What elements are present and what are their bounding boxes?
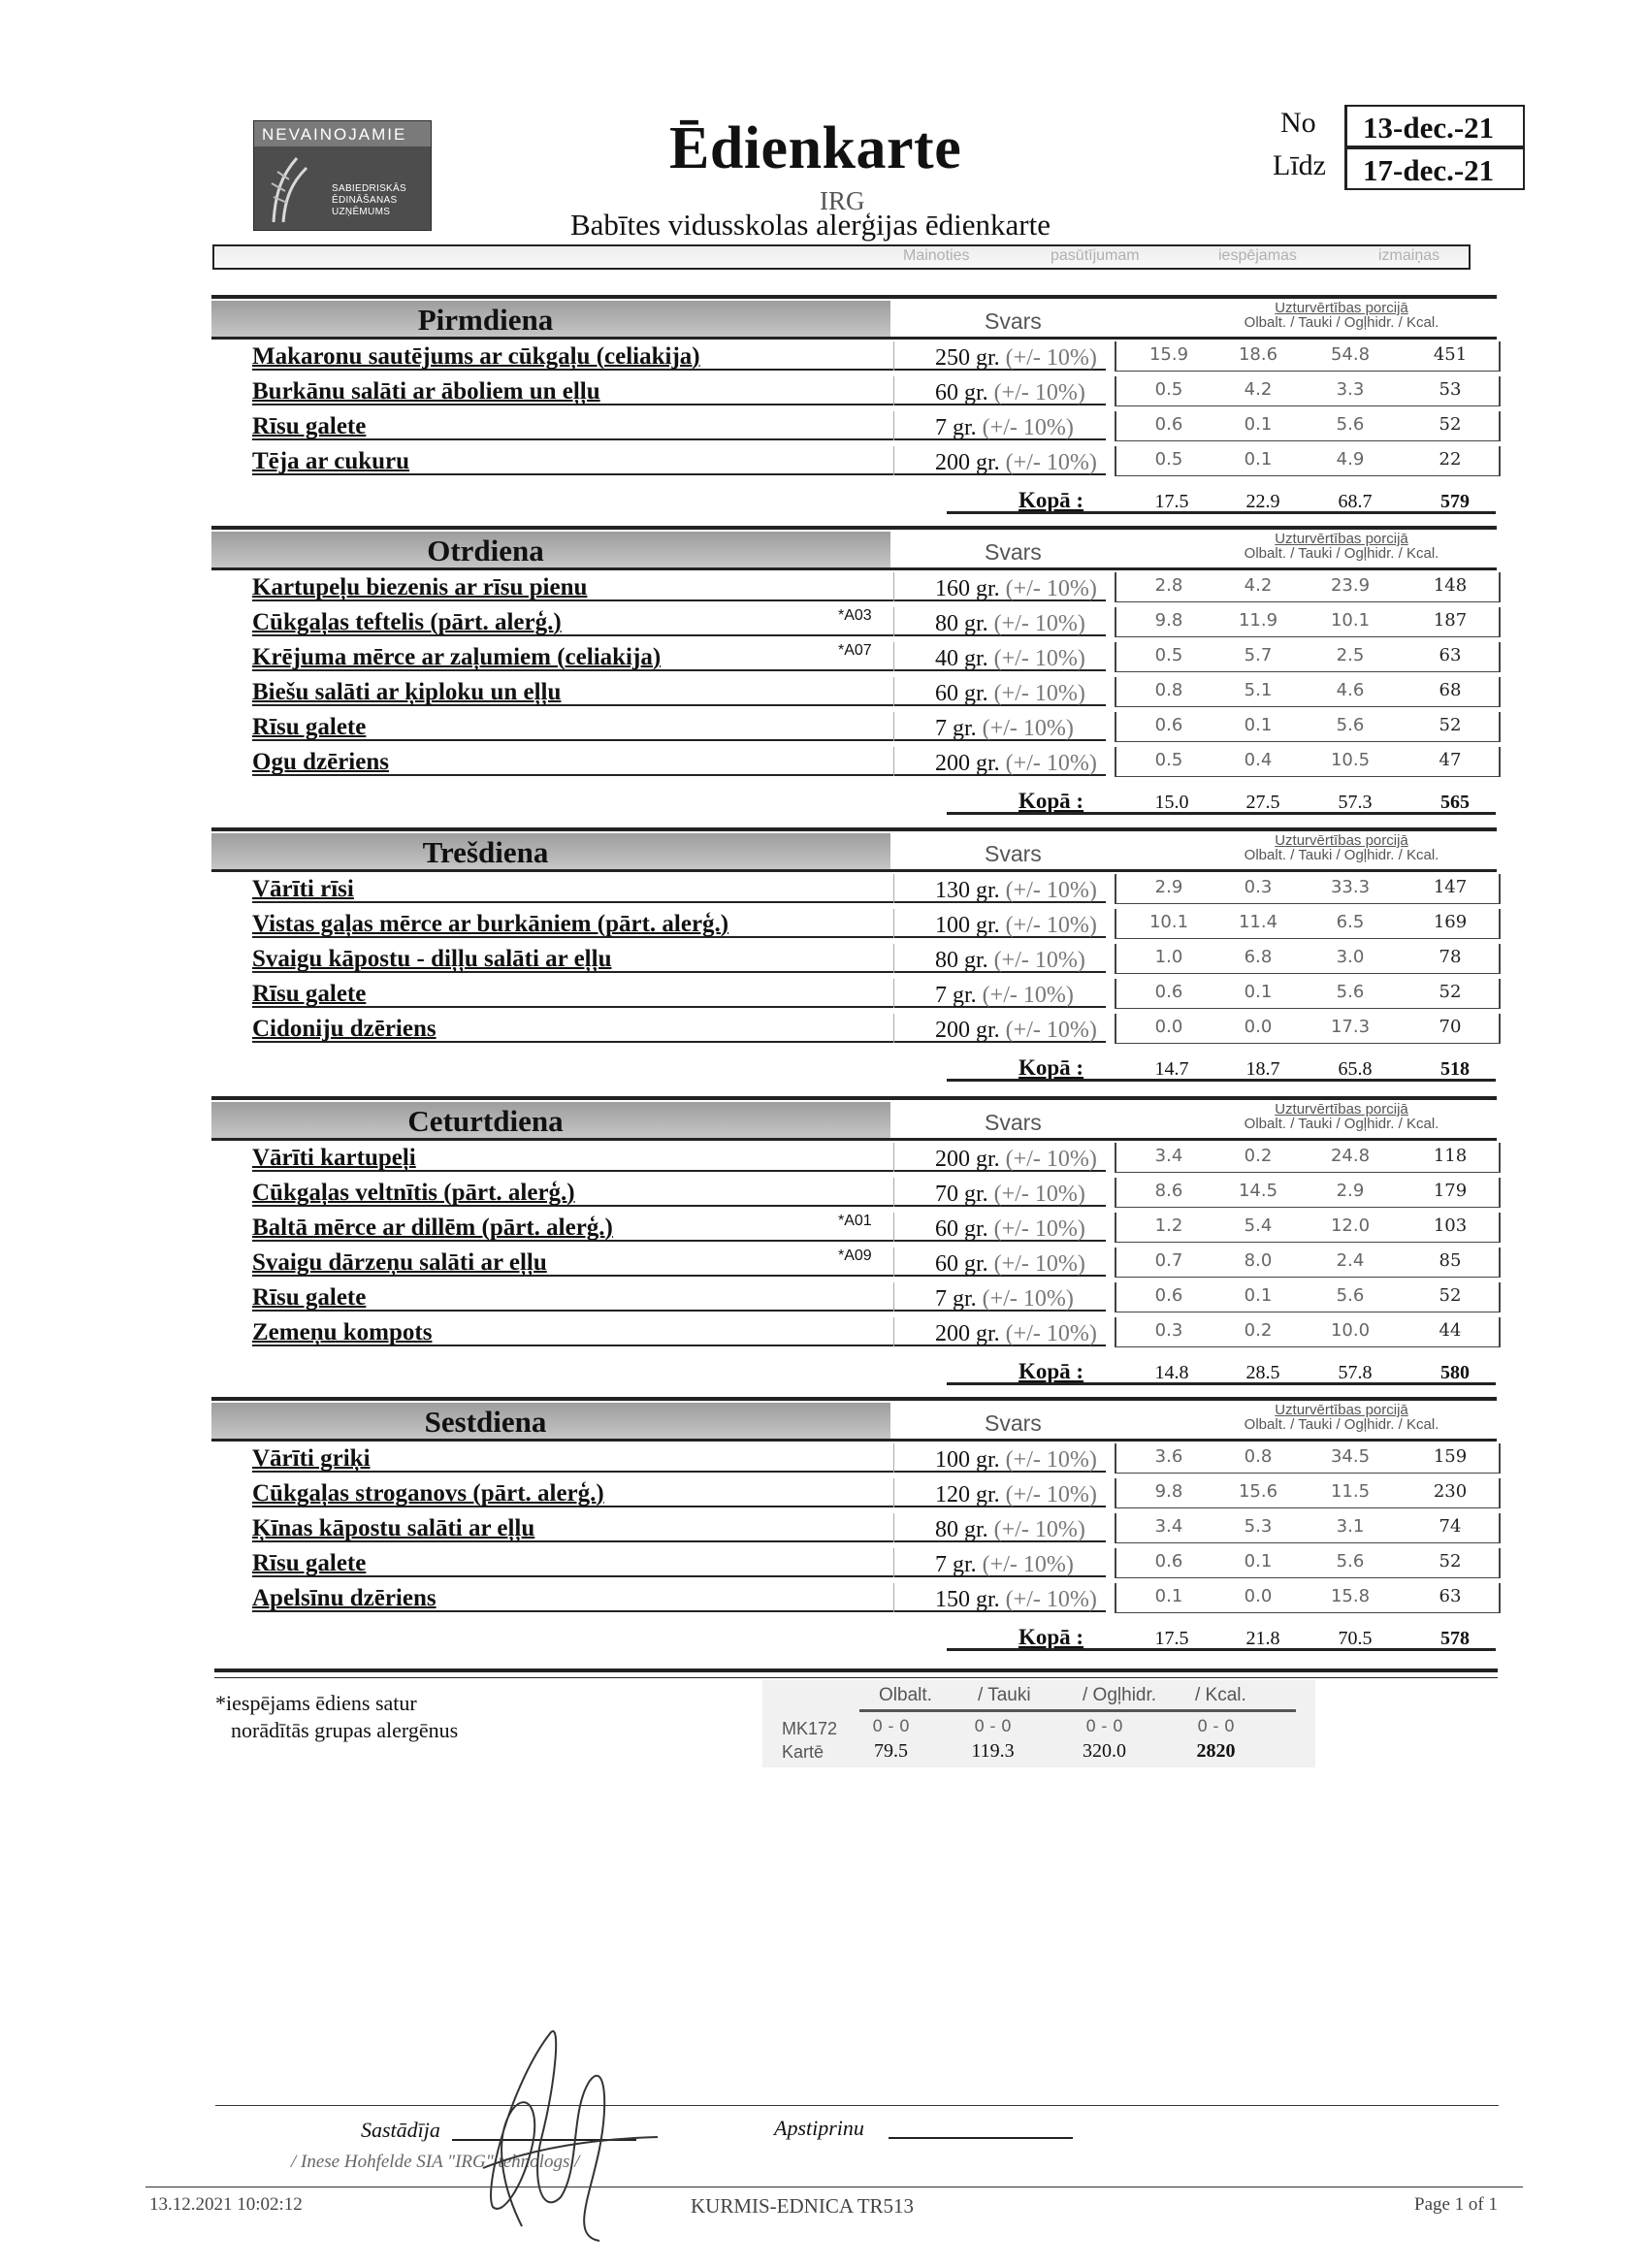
nutrition-values [1115,642,1501,672]
nutrition-column-label: Uzturvērtības porcijā Olbalt. / Tauki / Ogļhidr. / Kcal. [1244,300,1439,331]
total-protein: 17.5 [1154,491,1189,512]
menu-item-row [211,1211,1497,1246]
nutrition-values [1115,677,1501,707]
day-total-row [211,780,1497,819]
day-total-row [211,1047,1497,1085]
total-carbs: 68.7 [1338,491,1373,512]
total-protein: 14.8 [1154,1362,1189,1383]
total-fat: 28.5 [1245,1362,1280,1383]
kcal-value: 179 [1433,1181,1468,1201]
fat-value: 0.1 [1244,1551,1273,1571]
portion-weight: 7 gr. (+/- 10%) [935,1552,1074,1577]
nutrition-column-label: Uzturvērtības porcijā Olbalt. / Tauki / Ogļhidr. / Kcal. [1244,832,1439,863]
nutrition-values [1115,572,1501,602]
fat-value: 14.5 [1238,1181,1278,1201]
day-name: Otrdiena [427,534,544,567]
fat-value: 5.7 [1244,645,1273,665]
kcal-value: 451 [1433,344,1468,365]
portion-weight: 130 gr. (+/- 10%) [935,878,1097,903]
portion-weight: 160 gr. (+/- 10%) [935,576,1097,601]
page-title: Ēdienkarte [669,115,962,181]
fat-value: 15.6 [1238,1481,1278,1502]
total-kcal: 518 [1440,1058,1470,1080]
nutrition-values [1115,1443,1501,1474]
day-name: Sestdiena [424,1405,547,1439]
dish-name: Rīsu galete [252,1550,367,1576]
protein-value: 0.6 [1154,982,1183,1002]
dish-name: Makaronu sautējums ar cūkgaļu (celiakija) [252,343,700,370]
menu-item-row [211,605,1497,640]
carbs-value: 5.6 [1336,982,1365,1002]
carbs-value: 3.1 [1336,1516,1365,1537]
carbs-value: 6.5 [1336,912,1365,932]
menu-item-row [211,1246,1497,1280]
dish-name: Cūkgaļas teftelis (pārt. alerģ.) [252,609,562,635]
dish-name: Svaigu dārzeņu salāti ar eļļu [252,1249,547,1276]
carbs-value: 2.4 [1336,1250,1365,1271]
kcal-value: 103 [1433,1215,1468,1236]
total-fat: 18.7 [1245,1058,1280,1080]
dish-name: Burkānu salāti ar āboliem un eļļu [252,378,600,405]
portion-weight: 120 gr. (+/- 10%) [935,1482,1097,1507]
nutrition-values [1115,376,1501,406]
carbs-value: 12.0 [1330,1215,1371,1236]
date-to-value: 17-dec.-21 [1344,147,1525,190]
fat-value: 5.3 [1244,1516,1273,1537]
protein-value: 0.7 [1154,1250,1183,1271]
total-protein: 17.5 [1154,1628,1189,1649]
portion-weight: 60 gr. (+/- 10%) [935,1251,1085,1277]
approved-line [889,2137,1073,2139]
protein-value: 8.6 [1154,1181,1183,1201]
fat-value: 0.2 [1244,1146,1273,1166]
menu-item-row [211,1476,1497,1511]
carbs-value: 54.8 [1330,344,1371,365]
portion-weight: 7 gr. (+/- 10%) [935,983,1074,1008]
total-kcal: 565 [1440,792,1470,813]
dish-name: Vistas gaļas mērce ar burkāniem (pārt. alerģ.) [252,911,729,937]
nutrition-values [1115,1317,1501,1347]
protein-value: 0.5 [1154,449,1183,470]
page-number: Page 1 of 1 [1414,2194,1499,2215]
portion-weight: 80 gr. (+/- 10%) [935,611,1085,636]
fat-value: 11.4 [1238,912,1278,932]
approved-label: Apstiprinu [774,2116,864,2140]
dish-name: Svaigu kāpostu - diļļu salāti ar eļļu [252,946,612,972]
fat-value: 0.3 [1244,877,1273,897]
protein-value: 0.3 [1154,1320,1183,1341]
nutrition-values [1115,341,1501,372]
menu-item-row [211,1546,1497,1581]
wheat-mark-icon [268,154,312,224]
protein-value: 2.9 [1154,877,1183,897]
total-protein: 15.0 [1154,792,1189,813]
carbs-value: 5.6 [1336,1551,1365,1571]
menu-item-row [211,570,1497,605]
weight-column-label: Svars [985,1110,1042,1135]
carbs-value: 33.3 [1330,877,1371,897]
protein-value: 3.4 [1154,1146,1183,1166]
fat-value: 5.4 [1244,1215,1273,1236]
dish-name: Zemeņu kompots [252,1319,433,1345]
total-label: Kopā : [1018,1359,1084,1383]
kcal-value: 52 [1439,1285,1462,1306]
day-name: Trešdiena [422,835,549,869]
carbs-value: 10.5 [1330,750,1371,770]
date-to-label: Līdz [1273,149,1326,181]
kcal-value: 74 [1439,1516,1462,1537]
weight-column-label: Svars [985,1410,1042,1436]
portion-weight: 60 gr. (+/- 10%) [935,1216,1085,1242]
menu-item-row [211,1176,1497,1211]
weekly-summary: Olbalt. / Tauki / Ogļhidr. / Kcal. MK172 Kartē 0 - 0 0 - 0 0 - 0 0 - 0 79.5 119.3 320.0 2820 [762,1680,1325,1769]
kcal-value: 22 [1439,449,1462,470]
portion-weight: 70 gr. (+/- 10%) [935,1182,1085,1207]
nutrition-values [1115,607,1501,637]
dish-name: Apelsīnu dzēriens [252,1585,436,1611]
dish-name: Cūkgaļas veltnītis (pārt. alerģ.) [252,1180,575,1206]
day-total-row [211,479,1497,518]
menu-item-row [211,1141,1497,1176]
nutrition-values [1115,1247,1501,1278]
fat-value: 18.6 [1238,344,1278,365]
total-fat: 21.8 [1245,1628,1280,1649]
kcal-value: 47 [1439,750,1462,770]
menu-item-row [211,942,1497,977]
portion-weight: 60 gr. (+/- 10%) [935,380,1085,405]
portion-weight: 7 gr. (+/- 10%) [935,716,1074,741]
nutrition-values [1115,747,1501,777]
day-header [211,1096,1497,1141]
kcal-value: 230 [1433,1481,1468,1502]
dish-name: Rīsu galete [252,1284,367,1311]
protein-value: 10.1 [1148,912,1189,932]
portion-weight: 250 gr. (+/- 10%) [935,345,1097,371]
nutrition-column-label: Uzturvērtības porcijā Olbalt. / Tauki / Ogļhidr. / Kcal. [1244,531,1439,562]
print-timestamp: 13.12.2021 10:02:12 [149,2194,303,2215]
menu-item-row [211,977,1497,1012]
dish-name: Vārīti rīsi [252,876,354,902]
nutrition-values [1115,1548,1501,1578]
protein-value: 15.9 [1148,344,1189,365]
weight-column-label: Svars [985,308,1042,334]
nutrition-values [1115,411,1501,441]
protein-value: 0.0 [1154,1017,1183,1037]
protein-value: 0.5 [1154,379,1183,400]
dish-name: Rīsu galete [252,981,367,1007]
nutrition-values [1115,1178,1501,1208]
compiler-name: / Inese Hohfelde SIA "IRG" tehnologs / [291,2152,580,2172]
total-carbs: 70.5 [1338,1628,1373,1649]
protein-value: 2.8 [1154,575,1183,596]
portion-weight: 150 gr. (+/- 10%) [935,1587,1097,1612]
day-total-row [211,1616,1497,1655]
dish-name: Cūkgaļas stroganovs (pārt. alerģ.) [252,1480,604,1507]
date-from-value: 13-dec.-21 [1344,105,1525,147]
dish-name: Ogu dzēriens [252,749,389,775]
carbs-value: 4.6 [1336,680,1365,700]
dish-name: Krējuma mērce ar zaļumiem (celiakija) [252,644,662,670]
mk-label: MK172 [782,1719,838,1738]
nutrition-values [1115,944,1501,974]
day-block [211,526,1497,819]
date-from-label: No [1280,107,1316,139]
carbs-value: 17.3 [1330,1017,1371,1037]
dish-name: Rīsu galete [252,413,367,439]
total-kcal: 578 [1440,1628,1470,1649]
menu-item-row [211,675,1497,710]
kcal-value: 169 [1433,912,1468,932]
logo-caption: SABIEDRISKĀS ĒDINĀŠANAS UZŅĒMUMS [332,183,406,217]
dish-name: Ķīnas kāpostu salāti ar eļļu [252,1515,535,1541]
protein-value: 0.6 [1154,414,1183,435]
dish-name: Kartupeļu biezenis ar rīsu pienu [252,574,588,600]
nutrition-values [1115,446,1501,476]
protein-value: 0.1 [1154,1586,1183,1606]
nutrition-values [1115,874,1501,904]
weight-column-label: Svars [985,539,1042,565]
day-block [211,1096,1497,1389]
kcal-value: 52 [1439,414,1462,435]
menu-item-row [211,340,1497,374]
fat-value: 4.2 [1244,379,1273,400]
menu-item-row [211,409,1497,444]
company-logo [253,120,432,231]
total-label: Kopā : [1018,1055,1084,1080]
nutrition-values [1115,979,1501,1009]
portion-weight: 60 gr. (+/- 10%) [935,681,1085,706]
protein-value: 3.4 [1154,1516,1183,1537]
carbs-value: 10.1 [1330,610,1371,631]
portion-weight: 7 gr. (+/- 10%) [935,1286,1074,1312]
kcal-value: 78 [1439,947,1462,967]
total-label: Kopā : [1018,488,1084,512]
compiled-by-label: Sastādīja [361,2118,440,2142]
brand-label: IRG [820,186,865,215]
day-block [211,1397,1497,1655]
closing-rule [214,1669,1498,1678]
menu-item-row [211,640,1497,675]
karte-label: Kartē [782,1742,824,1762]
portion-weight: 200 gr. (+/- 10%) [935,1321,1097,1346]
kcal-value: 187 [1433,610,1468,631]
menu-item-row [211,1280,1497,1315]
menu-item-row [211,444,1497,479]
carbs-value: 2.5 [1336,645,1365,665]
fat-value: 0.1 [1244,449,1273,470]
fat-value: 0.8 [1244,1446,1273,1467]
kcal-value: 52 [1439,982,1462,1002]
menu-item-row [211,907,1497,942]
allergen-code: *A07 [838,642,872,659]
protein-value: 1.2 [1154,1215,1183,1236]
nutrition-values [1115,1478,1501,1508]
carbs-value: 4.9 [1336,449,1365,470]
kcal-value: 44 [1439,1320,1462,1341]
protein-value: 0.6 [1154,1285,1183,1306]
portion-weight: 200 gr. (+/- 10%) [935,751,1097,776]
fat-value: 0.1 [1244,414,1273,435]
carbs-value: 3.0 [1336,947,1365,967]
portion-weight: 40 gr. (+/- 10%) [935,646,1085,671]
fat-value: 0.4 [1244,750,1273,770]
day-total-row [211,1350,1497,1389]
carbs-value: 5.6 [1336,715,1365,735]
total-carbs: 57.3 [1338,792,1373,813]
portion-weight: 80 gr. (+/- 10%) [935,1517,1085,1542]
fat-value: 5.1 [1244,680,1273,700]
protein-value: 9.8 [1154,610,1183,631]
dish-name: Vārīti kartupeļi [252,1145,416,1171]
nutrition-values [1115,1213,1501,1243]
kcal-value: 148 [1433,575,1468,596]
fat-value: 0.0 [1244,1017,1273,1037]
day-header [211,295,1497,340]
kcal-value: 63 [1439,645,1462,665]
carbs-value: 11.5 [1330,1481,1371,1502]
carbs-value: 34.5 [1330,1446,1371,1467]
carbs-value: 3.3 [1336,379,1365,400]
kcal-value: 85 [1439,1250,1462,1271]
fat-value: 11.9 [1238,610,1278,631]
total-fat: 27.5 [1245,792,1280,813]
dish-name: Rīsu galete [252,714,367,740]
fat-value: 0.2 [1244,1320,1273,1341]
day-block [211,827,1497,1085]
nutrition-column-label: Uzturvērtības porcijā Olbalt. / Tauki / Ogļhidr. / Kcal. [1244,1402,1439,1433]
fat-value: 0.1 [1244,715,1273,735]
nutrition-values [1115,1513,1501,1543]
signature-rule [215,2105,1499,2106]
carbs-value: 23.9 [1330,575,1371,596]
portion-weight: 200 gr. (+/- 10%) [935,450,1097,475]
carbs-value: 15.8 [1330,1586,1371,1606]
carbs-value: 5.6 [1336,414,1365,435]
kcal-value: 70 [1439,1017,1462,1037]
total-protein: 14.7 [1154,1058,1189,1080]
day-header [211,526,1497,570]
fat-value: 0.1 [1244,1285,1273,1306]
menu-item-row [211,710,1497,745]
day-name: Pirmdiena [417,303,554,337]
allergen-code: *A03 [838,607,872,624]
menu-item-row [211,872,1497,907]
kcal-value: 63 [1439,1586,1462,1606]
protein-value: 0.8 [1154,680,1183,700]
nutrition-column-label: Uzturvērtības porcijā Olbalt. / Tauki / Ogļhidr. / Kcal. [1244,1101,1439,1132]
total-label: Kopā : [1018,789,1084,813]
portion-weight: 200 gr. (+/- 10%) [935,1018,1097,1043]
fat-value: 0.0 [1244,1586,1273,1606]
menu-item-row [211,1012,1497,1047]
carbs-value: 5.6 [1336,1285,1365,1306]
day-header [211,1397,1497,1442]
day-header [211,827,1497,872]
total-kcal: 579 [1440,491,1470,512]
nutrition-values [1115,1282,1501,1312]
day-name: Ceturtdiena [407,1104,564,1138]
allergen-code: *A01 [838,1213,872,1229]
handwritten-signature [473,2023,667,2246]
kcal-value: 68 [1439,680,1462,700]
total-carbs: 57.8 [1338,1362,1373,1383]
portion-weight: 80 gr. (+/- 10%) [935,948,1085,973]
allergen-code: *A09 [838,1247,872,1264]
report-code: KURMIS-EDNICA TR513 [691,2194,915,2218]
nutrition-values [1115,1014,1501,1044]
allergen-footnote: *iespējams ēdiens satur norādītās grupas alergēnus [215,1691,459,1742]
weight-column-label: Svars [985,841,1042,866]
portion-weight: 100 gr. (+/- 10%) [935,913,1097,938]
fat-value: 8.0 [1244,1250,1273,1271]
protein-value: 1.0 [1154,947,1183,967]
page-subtitle: Babītes vidusskolas alerģijas ēdienkarte [570,208,1051,242]
menu-item-row [211,1581,1497,1616]
portion-weight: 100 gr. (+/- 10%) [935,1447,1097,1473]
menu-item-row [211,374,1497,409]
fat-value: 0.1 [1244,982,1273,1002]
menu-item-row [211,1315,1497,1350]
total-label: Kopā : [1018,1625,1084,1649]
day-block [211,295,1497,518]
kcal-value: 52 [1439,1551,1462,1571]
protein-value: 3.6 [1154,1446,1183,1467]
carbs-value: 10.0 [1330,1320,1371,1341]
protein-value: 0.6 [1154,1551,1183,1571]
nutrition-values [1115,712,1501,742]
nutrition-values [1115,1143,1501,1173]
dish-name: Tēja ar cukuru [252,448,410,474]
portion-weight: 200 gr. (+/- 10%) [935,1147,1097,1172]
dish-name: Biešu salāti ar ķiploku un eļļu [252,679,562,705]
fat-value: 6.8 [1244,947,1273,967]
kcal-value: 118 [1433,1146,1468,1166]
portion-weight: 7 gr. (+/- 10%) [935,415,1074,440]
total-kcal: 580 [1440,1362,1470,1383]
kcal-value: 147 [1433,877,1468,897]
menu-item-row [211,745,1497,780]
nutrition-values [1115,1583,1501,1613]
total-fat: 22.9 [1245,491,1280,512]
kcal-value: 52 [1439,715,1462,735]
change-notice-bar: Mainoties pasūtījumam iespējamas izmaiņas [212,244,1471,270]
protein-value: 9.8 [1154,1481,1183,1502]
carbs-value: 2.9 [1336,1181,1365,1201]
menu-item-row [211,1511,1497,1546]
dish-name: Vārīti griķi [252,1445,371,1472]
carbs-value: 24.8 [1330,1146,1371,1166]
kcal-value: 53 [1439,379,1462,400]
kcal-value: 159 [1433,1446,1468,1467]
dish-name: Baltā mērce ar dillēm (pārt. alerģ.) [252,1215,613,1241]
logo-band-text: NEVAINOJAMIE [254,121,431,146]
menu-item-row [211,1442,1497,1476]
total-carbs: 65.8 [1338,1058,1373,1080]
nutrition-values [1115,909,1501,939]
dish-name: Cidoniju dzēriens [252,1016,436,1042]
protein-value: 0.5 [1154,750,1183,770]
protein-value: 0.5 [1154,645,1183,665]
fat-value: 4.2 [1244,575,1273,596]
protein-value: 0.6 [1154,715,1183,735]
